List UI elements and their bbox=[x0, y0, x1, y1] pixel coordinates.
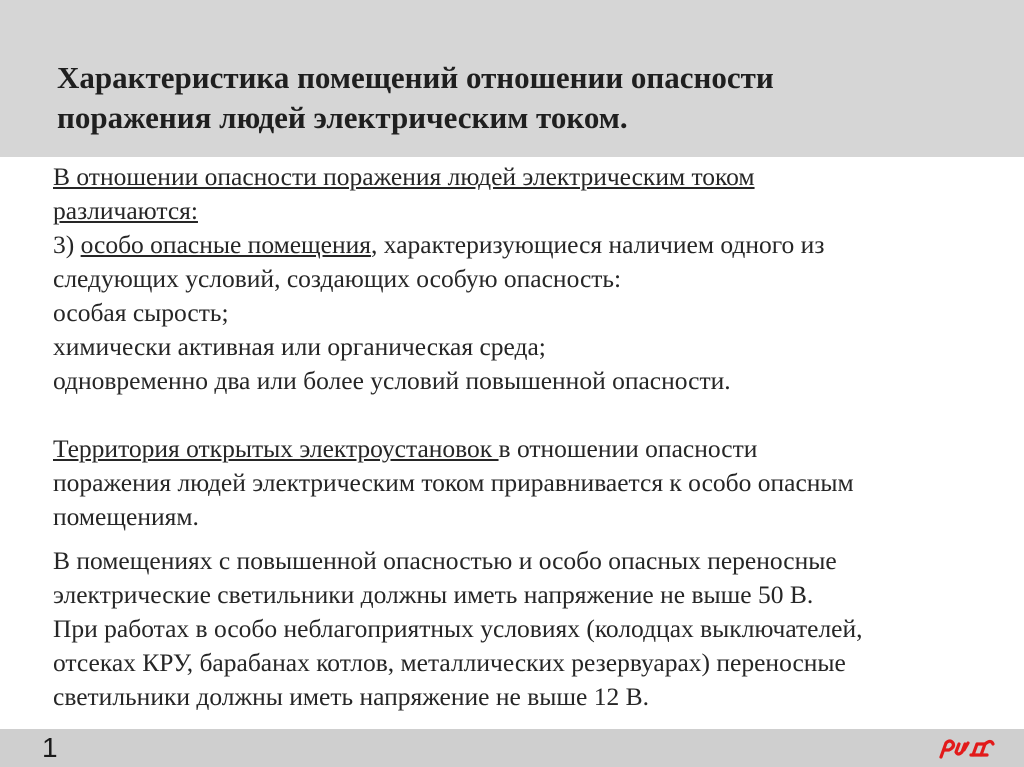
intro-line bbox=[53, 194, 1003, 228]
lamps-line: При работах в особо неблагоприятных условиях (колодцах выключателей, bbox=[53, 614, 863, 643]
condition-item: одновременно два или более условий повышенной опасности. bbox=[53, 366, 731, 395]
territory-line: поражения людей электрическим током приравнивается к особо опасным bbox=[53, 468, 854, 497]
slide-body bbox=[53, 160, 1003, 714]
territory-line bbox=[53, 432, 1003, 466]
item-3-description: , характеризующиеся наличием одного из bbox=[371, 230, 825, 259]
slide-title-line: Характеристика помещений отношении опасности bbox=[57, 60, 774, 95]
slide-title bbox=[57, 58, 957, 138]
item-3-number: 3) bbox=[53, 230, 81, 259]
lamps-line: электрические светильники должны иметь напряжение не выше 50 В. bbox=[53, 580, 814, 609]
condition-item: особая сырость; bbox=[53, 298, 229, 327]
territory-line: помещениям. bbox=[53, 502, 199, 531]
rzd-logo-icon bbox=[937, 735, 995, 761]
slide-title-line: поражения людей электрическим током. bbox=[57, 100, 628, 135]
spacer bbox=[53, 398, 1003, 432]
item-3-line: следующих условий, создающих особую опасность: bbox=[53, 264, 622, 293]
territory-description: в отношении опасности bbox=[498, 434, 758, 463]
intro-text: различаются: bbox=[53, 196, 198, 225]
territory-term: Территория открытых электроустановок bbox=[53, 434, 499, 463]
item-3-term: особо опасные помещения bbox=[80, 230, 372, 259]
intro-text: В отношении опасности поражения людей электрическим током bbox=[53, 162, 755, 191]
intro-line bbox=[53, 160, 1003, 194]
page-number: 1 bbox=[42, 732, 58, 763]
lamps-line: отсеках КРУ, барабанах котлов, металлических резервуарах) переносные bbox=[53, 648, 846, 677]
title-band bbox=[0, 0, 1024, 157]
item-3-line bbox=[53, 228, 1003, 262]
condition-item: химически активная или органическая среда; bbox=[53, 332, 546, 361]
lamps-line: В помещениях с повышенной опасностью и особо опасных переносные bbox=[53, 546, 837, 575]
lamps-line: светильники должны иметь напряжение не выше 12 В. bbox=[53, 682, 649, 711]
footer-band bbox=[0, 729, 1024, 767]
